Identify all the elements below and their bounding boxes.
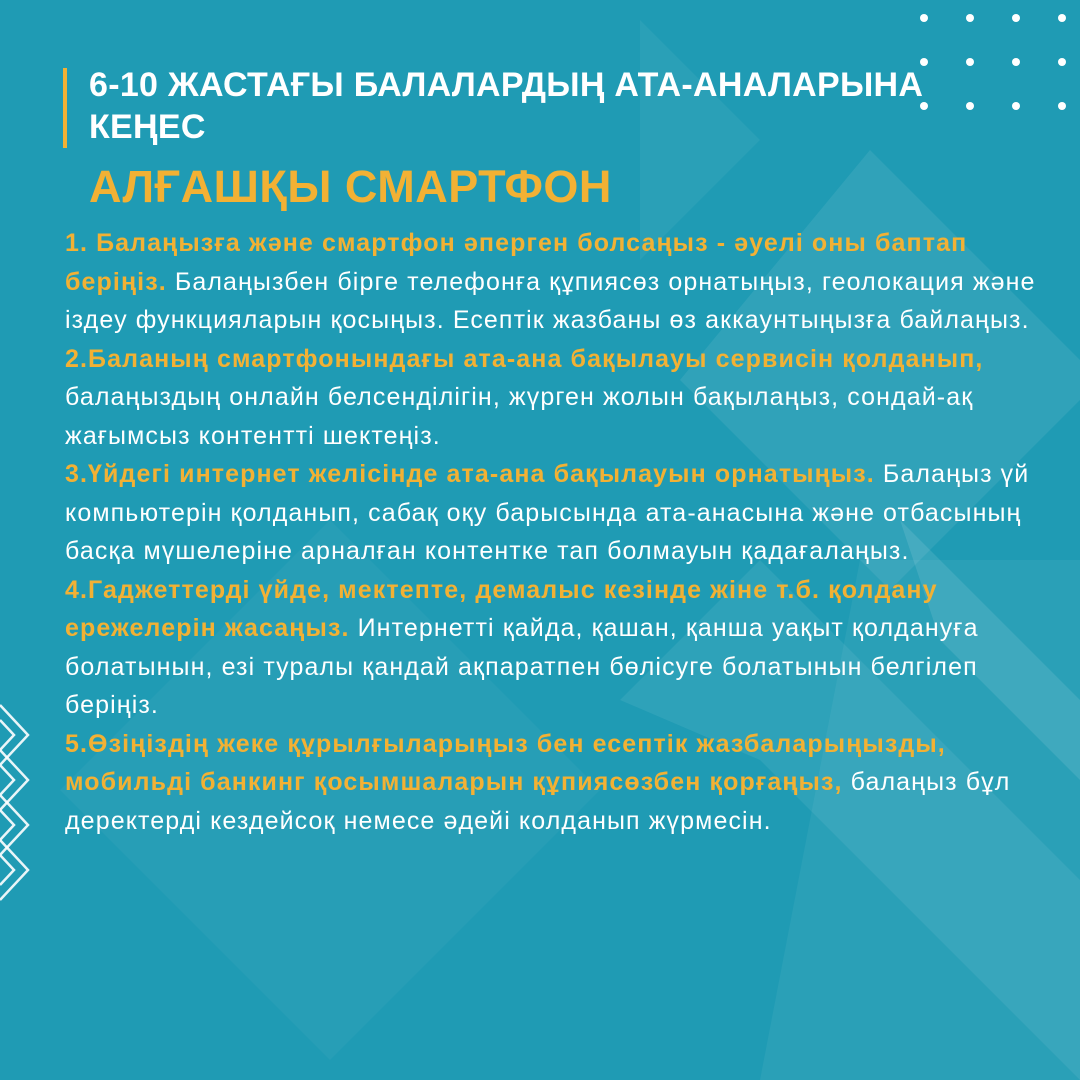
chevron-pattern	[0, 705, 28, 900]
title-accent-bar	[63, 68, 67, 148]
tip-heading: 2.Баланың смартфонындағы ата-ана бақылауы сервисін қолданып,	[65, 344, 984, 373]
page-title: 6-10 ЖАСТАҒЫ БАЛАЛАРДЫҢ АТА-АНАЛАРЫНА КЕҢЕС	[89, 66, 924, 146]
tip-item	[65, 340, 1050, 456]
tip-heading: 4.Гаджеттерді үйде, мектепте, демалыс кезінде жіне т.б. қолдану ережелерін жасаңыз.	[65, 575, 938, 642]
tips-list	[65, 224, 1050, 840]
tip-text: Балаңыз үй компьютерін қолданып, сабақ оқу барысында ата-анасына және отбасының басқа мүшелеріне арналған контентке тап болмауын қадағалаңыз.	[65, 460, 1030, 565]
tip-text: балаңыздың онлайн белсенділігін, жүрген жолын бақылаңыз, сондай-ақ жағымсыз контентті шектеңіз.	[65, 383, 974, 450]
tip-heading: 3.Үйдегі интернет желісінде ата-ана бақылауын орнатыңыз.	[65, 460, 875, 488]
tip-heading: 1. Балаңызға жәнe смартфон әперген болсаңыз - әуелі оны баптап беріңіз.	[65, 229, 968, 296]
tip-item	[65, 455, 1050, 571]
tip-text: Балаңызбен бірге телефонға құпиясөз орнатыңыз, геолокация және іздеу функцияларын қосыңыз. Есептік жазбаны өз аккаунтыңызға байлаңыз.	[65, 267, 1036, 334]
tip-text: Интернетті қайда, қашан, қанша уақыт қолдануға болатынын, езі туралы қандай ақпаратпен бөлісуге болатынын белгілеп беріңіз.	[65, 614, 979, 719]
tip-item	[65, 224, 1050, 340]
tip-heading: 5.Өзіңіздің жеке құрылғыларыңыз бен есептік жазбаларыңызды, мобильді банкинг қосымшаларын құпиясөзбен қорғаңыз,	[65, 729, 946, 796]
tip-text: балаңыз бұл деректерді кездейсоқ немесе әдейі колданып жүрмесін.	[65, 768, 1011, 835]
tip-item	[65, 725, 1050, 841]
page-subtitle: АЛҒАШҚЫ СМАРТФОН	[89, 161, 612, 212]
tip-item	[65, 571, 1050, 725]
